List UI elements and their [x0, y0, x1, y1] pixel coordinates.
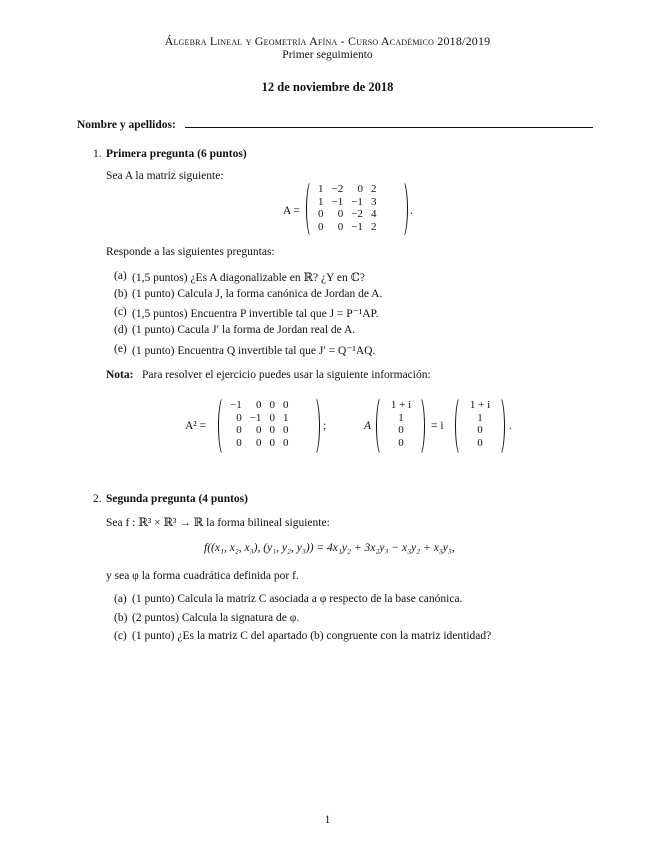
matrix-a2-cell: 0	[236, 424, 242, 436]
q2-title: Segunda pregunta (4 puntos)	[106, 493, 248, 505]
matrix-a-symbol: A	[364, 420, 372, 432]
q1-item-text: (1,5 puntos) ¿Es A diagonalizable en ℝ? ¿Y en ℂ?	[132, 272, 365, 284]
page-number: 1	[324, 814, 331, 826]
q2-quadratic-text: y sea φ la forma cuadrática definida por f.	[106, 570, 299, 582]
q1-intro: Sea A la matriz siguiente:	[106, 170, 224, 182]
q2-item-text: (2 puntos) Calcula la signatura de φ.	[132, 612, 300, 624]
matrix-a-cell: 0	[357, 183, 363, 195]
course-title: Álgebra Lineal y Geometría Afína - Curso Académico 2018/2019	[164, 34, 491, 48]
q1-item-text: (1 punto) Encuentra Q invertible tal que J′ = Q⁻¹AQ.	[132, 345, 376, 357]
matrix-a2-cell: −1	[249, 411, 262, 424]
matrix-a-cell: 3	[370, 195, 377, 208]
semicolon: ;	[323, 420, 327, 432]
q1-prompt: Responde a las siguientes preguntas:	[106, 246, 275, 258]
q2-intro: Sea f : ℝ³ × ℝ³ → ℝ la forma bilineal siguiente:	[106, 517, 330, 529]
matrix-a-cell: −1	[351, 195, 363, 208]
q2-item-label: (a)	[114, 593, 127, 605]
matrix-a2-cell: 0	[255, 436, 262, 449]
matrix-a2-cell: 0	[236, 411, 242, 424]
matrix-a-cell: −2	[351, 208, 363, 220]
vector-period: .	[509, 420, 512, 432]
matrix-a2-cell: −1	[230, 399, 242, 411]
matrix-a-period: .	[410, 205, 413, 217]
matrix-a-cell: 0	[318, 208, 324, 220]
eigenvector-2	[462, 399, 498, 449]
matrix-a2	[226, 399, 292, 449]
matrix-a	[314, 183, 380, 233]
equals-i: = i	[431, 420, 444, 432]
vector-cell: 1	[477, 411, 483, 424]
matrix-a2-cell: 0	[282, 424, 289, 436]
matrix-a-cell: 2	[370, 220, 377, 233]
matrix-a2-cell: 0	[282, 399, 289, 411]
matrix-a2-cell: 0	[282, 436, 289, 449]
matrix-a-cell: −2	[331, 183, 344, 195]
bilinear-formula: f((x₁, x₂, x₃), (y₁, y₂, y₃)) = 4x₁y₂ + 3x₂y₃ − x₃y₂ + x₃y₃,	[204, 542, 455, 554]
q2-number: 2.	[93, 493, 102, 505]
matrix-a-right-paren	[397, 180, 408, 238]
matrix-a-cell: 0	[337, 220, 344, 233]
matrix-a-cell: 1	[318, 195, 324, 208]
q2-item-label: (c)	[114, 630, 127, 642]
q1-title: Primera pregunta (6 puntos)	[106, 148, 247, 160]
vector-cell: 0	[477, 436, 483, 449]
matrix-a-cell: −1	[351, 220, 363, 233]
vector-right-paren-2	[494, 396, 505, 456]
matrix-a2-cell: 0	[269, 399, 275, 411]
q1-item-label: (c)	[114, 306, 127, 318]
q1-item-label: (d)	[114, 324, 128, 336]
matrix-a2-cell: 0	[236, 436, 242, 449]
q1-item-text: (1 punto) Calcula J, la forma canónica de Jordan de A.	[132, 288, 383, 300]
matrix-a2-cell: 0	[269, 424, 275, 436]
q2-item-text: (1 punto) Calcula la matriz C asociada a φ respecto de la base canónica.	[132, 593, 463, 605]
vector-cell: 0	[398, 424, 404, 436]
q2-item-label: (b)	[114, 612, 128, 624]
name-label: Nombre y apellidos:	[77, 119, 176, 131]
exam-date: 12 de noviembre de 2018	[261, 80, 394, 94]
q1-item-text: (1,5 puntos) Encuentra P invertible tal que J = P⁻¹AP.	[132, 308, 379, 320]
matrix-a2-cell: 1	[282, 411, 289, 424]
matrix-a-cell: 1	[318, 183, 324, 195]
matrix-a-cell: 0	[337, 208, 344, 220]
matrix-a-cell: 2	[370, 183, 377, 195]
vector-cell: 0	[477, 424, 483, 436]
vector-cell: 1 + i	[390, 399, 412, 411]
matrix-a-cell: 4	[370, 208, 377, 220]
exam-subtitle: Primer seguimiento	[282, 49, 373, 61]
vector-cell: 1	[398, 411, 404, 424]
name-underline	[185, 127, 593, 128]
matrix-a2-label: A² =	[185, 420, 207, 432]
matrix-a2-cell: 0	[269, 436, 275, 449]
matrix-a-cell: −1	[331, 195, 344, 208]
matrix-a-cell: 0	[318, 220, 324, 233]
matrix-a-label: A =	[283, 205, 301, 217]
vector-right-paren-1	[414, 396, 425, 456]
q1-item-text: (1 punto) Cacula J′ la forma de Jordan real de A.	[132, 324, 356, 336]
matrix-a2-cell: 0	[255, 424, 262, 436]
vector-cell: 1 + i	[469, 399, 491, 411]
q1-item-label: (b)	[114, 288, 128, 300]
matrix-a2-cell: 0	[269, 411, 275, 424]
vector-cell: 0	[398, 436, 404, 449]
matrix-a2-right-paren	[309, 396, 320, 456]
q1-item-label: (e)	[114, 343, 127, 355]
q1-item-label: (a)	[114, 270, 127, 282]
q1-number: 1.	[93, 148, 102, 160]
matrix-a2-cell: 0	[255, 399, 262, 411]
note-text: Para resolver el ejercicio puedes usar la siguiente información:	[142, 369, 431, 381]
q2-item-text: (1 punto) ¿Es la matriz C del apartado (b) congruente con la matriz identidad?	[132, 630, 492, 642]
note-label: Nota:	[106, 369, 134, 381]
